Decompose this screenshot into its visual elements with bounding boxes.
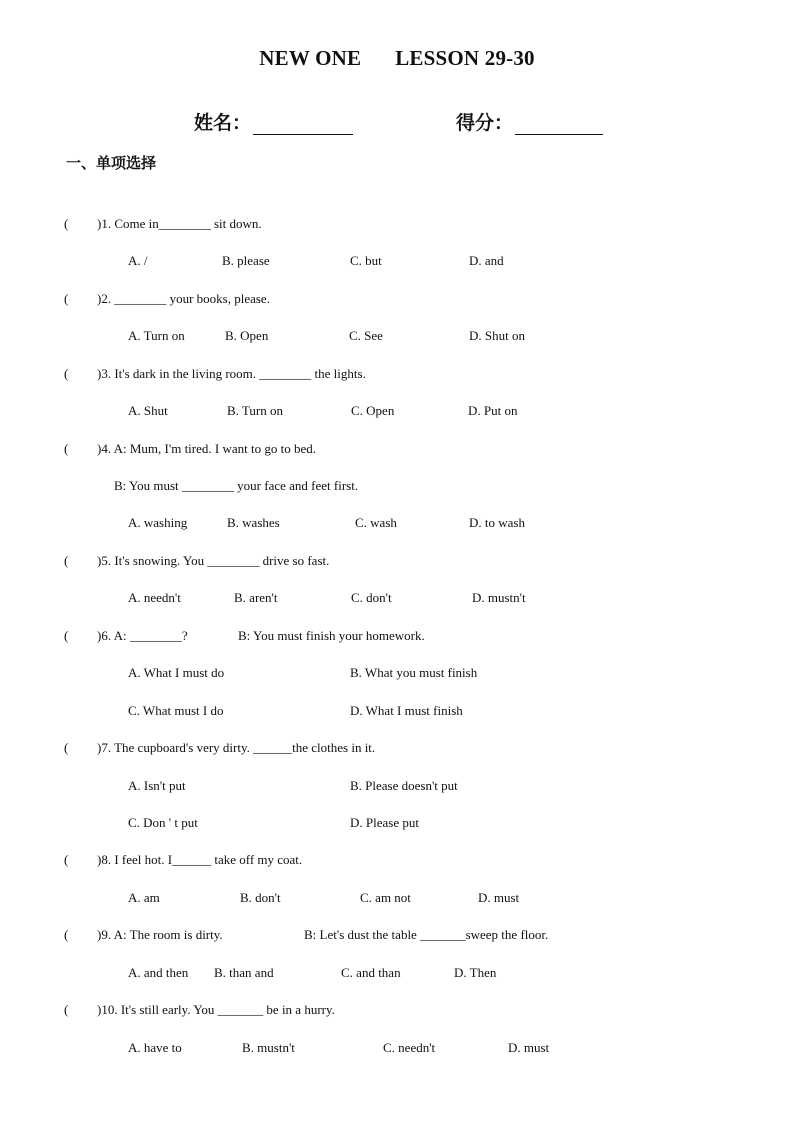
score-field — [456, 108, 603, 135]
option-a[interactable]: A. am — [128, 890, 160, 905]
question-8: ( )8. I feel hot. I______ take off my coat. — [64, 852, 303, 867]
question-3: ( )3. It's dark in the living room. ________ the lights. — [64, 366, 366, 381]
question-7: ( )7. The cupboard's very dirty. ______the clothes in it. — [64, 740, 376, 755]
option-a[interactable]: A. and then — [128, 965, 189, 980]
option-d[interactable]: D. Then — [454, 965, 497, 980]
option-a[interactable]: A. What I must do — [128, 665, 225, 680]
question-text: )8. I feel hot. I______ take off my coat. — [97, 852, 303, 867]
option-c[interactable]: C. and than — [341, 965, 401, 980]
question-text: )6. A: ________? — [97, 628, 188, 643]
question-text: )9. A: The room is dirty. — [97, 927, 223, 942]
option-c[interactable]: C. needn't — [383, 1040, 436, 1055]
option-c[interactable]: C. don't — [351, 590, 392, 605]
question-text: )4. A: Mum, I'm tired. I want to go to bed. — [97, 441, 316, 456]
name-field — [194, 108, 353, 135]
option-d[interactable]: D. must — [478, 890, 520, 905]
option-c[interactable]: C. Open — [351, 403, 395, 418]
option-d[interactable]: D. Shut on — [469, 328, 525, 343]
question-5: ( )5. It's snowing. You ________ drive so fast. — [64, 553, 330, 568]
question-10: ( )10. It's still early. You _______ be in a hurry. — [64, 1002, 335, 1017]
option-c[interactable]: C. wash — [355, 515, 397, 530]
option-c[interactable]: C. am not — [360, 890, 411, 905]
title-course: NEW ONE — [259, 46, 362, 70]
option-b[interactable]: B. mustn't — [242, 1040, 295, 1055]
section-title: 一、单项选择 — [66, 154, 157, 172]
name-label: 姓名： — [194, 112, 252, 134]
score-blank[interactable] — [515, 116, 603, 135]
name-blank[interactable] — [253, 116, 353, 135]
option-d[interactable]: D. What I must finish — [350, 703, 463, 718]
question-text-b: B: You must ________ your face and feet first. — [114, 478, 359, 493]
option-b[interactable]: B. don't — [240, 890, 281, 905]
option-c[interactable]: C. What must I do — [128, 703, 224, 718]
question-9: ( )9. A: The room is dirty. — [64, 927, 223, 942]
option-b[interactable]: B. Please doesn't put — [350, 778, 458, 793]
option-b[interactable]: B. washes — [227, 515, 280, 530]
option-b[interactable]: B. What you must finish — [350, 665, 478, 680]
title-lesson: LESSON 29-30 — [395, 46, 535, 70]
option-b[interactable]: B. please — [222, 253, 270, 268]
option-a[interactable]: A. Shut — [128, 403, 168, 418]
question-2: ( )2. ________ your books, please. — [64, 291, 270, 306]
option-b[interactable]: B. Turn on — [227, 403, 283, 418]
option-b[interactable]: B. than and — [214, 965, 274, 980]
option-a[interactable]: A. Isn't put — [128, 778, 186, 793]
option-d[interactable]: D. and — [469, 253, 504, 268]
option-a[interactable]: A. needn't — [128, 590, 181, 605]
question-text: )10. It's still early. You _______ be in a hurry. — [97, 1002, 335, 1017]
option-c[interactable]: C. See — [349, 328, 383, 343]
question-text-b: B: You must finish your homework. — [238, 628, 425, 643]
option-d[interactable]: D. to wash — [469, 515, 525, 530]
question-text-b: B: Let's dust the table _______sweep the floor. — [304, 927, 549, 942]
option-d[interactable]: D. must — [508, 1040, 550, 1055]
question-text: )7. The cupboard's very dirty. ______the clothes in it. — [97, 740, 376, 755]
page-title — [0, 46, 794, 71]
question-6: ( )6. A: ________? — [64, 628, 188, 643]
option-a[interactable]: A. washing — [128, 515, 188, 530]
question-text: )2. ________ your books, please. — [97, 291, 270, 306]
question-text: )1. Come in________ sit down. — [97, 216, 262, 231]
option-c[interactable]: C. Don ' t put — [128, 815, 198, 830]
option-a[interactable]: A. / — [128, 253, 148, 268]
question-text: )3. It's dark in the living room. ________ the lights. — [97, 366, 366, 381]
option-b[interactable]: B. aren't — [234, 590, 278, 605]
option-d[interactable]: D. Put on — [468, 403, 518, 418]
option-b[interactable]: B. Open — [225, 328, 269, 343]
option-a[interactable]: A. have to — [128, 1040, 182, 1055]
question-1: ( )1. Come in________ sit down. — [64, 216, 262, 231]
option-d[interactable]: D. Please put — [350, 815, 419, 830]
question-4: ( )4. A: Mum, I'm tired. I want to go to bed. — [64, 441, 316, 456]
option-a[interactable]: A. Turn on — [128, 328, 185, 343]
question-text: )5. It's snowing. You ________ drive so fast. — [97, 553, 330, 568]
score-label: 得分： — [456, 112, 514, 134]
option-d[interactable]: D. mustn't — [472, 590, 526, 605]
option-c[interactable]: C. but — [350, 253, 382, 268]
